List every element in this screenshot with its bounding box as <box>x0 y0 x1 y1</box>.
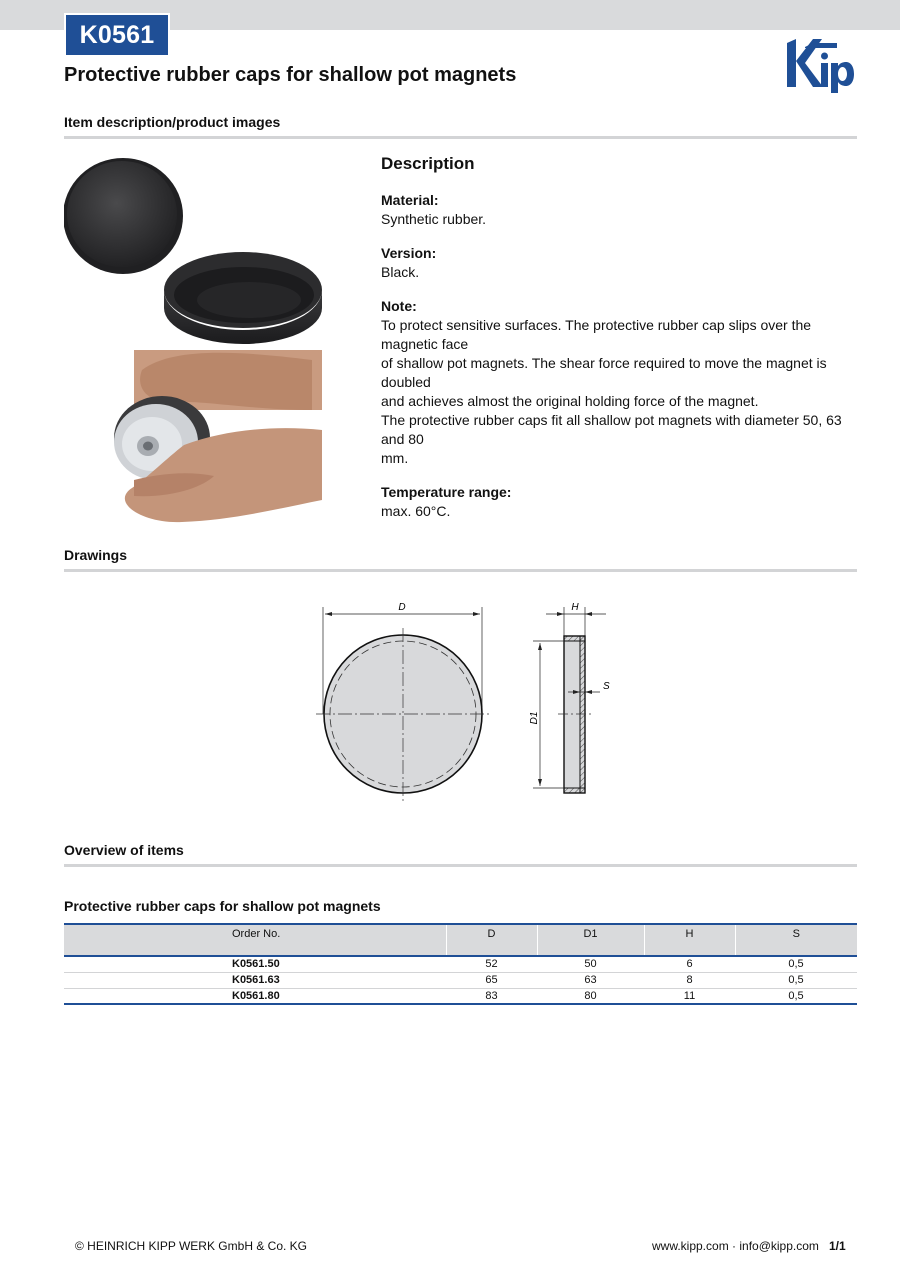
d-cell: 65 <box>446 972 537 988</box>
table-title: Protective rubber caps for shallow pot magnets <box>64 898 381 914</box>
front-view <box>316 602 490 802</box>
d1-cell: 80 <box>537 988 644 1004</box>
order-no-cell: K0561.80 <box>64 988 446 1004</box>
label-h: H <box>571 602 579 613</box>
table-header-row <box>64 924 857 956</box>
description-heading: Description <box>381 154 475 173</box>
table-row <box>64 956 857 972</box>
header-d1: D1 <box>537 924 644 956</box>
note-line: and achieves almost the original holding force of the magnet. <box>381 393 759 409</box>
order-no-cell: K0561.63 <box>64 972 446 988</box>
temperature-label: Temperature range: <box>381 484 512 500</box>
table-row <box>64 988 857 1004</box>
material-value: Synthetic rubber. <box>381 211 487 227</box>
product-code-badge <box>64 13 170 57</box>
d1-cell: 63 <box>537 972 644 988</box>
footer-contact: www.kipp.com · info@kipp.com <box>652 1239 819 1253</box>
d-cell: 83 <box>446 988 537 1004</box>
section-overview: Overview of items <box>64 842 857 867</box>
label-d: D <box>398 602 406 613</box>
h-cell: 8 <box>644 972 735 988</box>
material-label: Material: <box>381 192 439 208</box>
d1-cell: 50 <box>537 956 644 972</box>
d-cell: 52 <box>446 956 537 972</box>
rubber-caps-photo <box>64 150 322 346</box>
s-cell: 0,5 <box>735 956 857 972</box>
material-block <box>381 191 861 229</box>
temperature-block <box>381 483 861 521</box>
footer-page-number: 1/1 <box>829 1239 846 1253</box>
label-d1: D1 <box>529 711 540 725</box>
note-line: The protective rubber caps fit all shallow pot magnets with diameter 50, 63 and 80 <box>381 412 842 447</box>
section-item-description: Item description/product images <box>64 114 857 139</box>
kipp-logo <box>783 37 859 93</box>
note-label: Note: <box>381 298 417 314</box>
h-cell: 11 <box>644 988 735 1004</box>
note-line: mm. <box>381 450 409 466</box>
version-value: Black. <box>381 264 420 280</box>
page-title: Protective rubber caps for shallow pot magnets <box>64 64 517 86</box>
footer-copyright: © HEINRICH KIPP WERK GmbH & Co. KG <box>75 1239 307 1253</box>
s-cell: 0,5 <box>735 988 857 1004</box>
label-s: S <box>603 681 610 692</box>
note-line: To protect sensitive surfaces. The protective rubber cap slips over the magnetic face <box>381 317 812 352</box>
note-line: of shallow pot magnets. The shear force required to move the magnet is doubled <box>381 355 827 390</box>
description-panel <box>381 154 861 536</box>
header-h: H <box>644 924 735 956</box>
s-cell: 0,5 <box>735 972 857 988</box>
header-s: S <box>735 924 857 956</box>
table-row <box>64 972 857 988</box>
product-images <box>64 150 322 524</box>
section-drawings: Drawings <box>64 547 857 572</box>
header-d: D <box>446 924 537 956</box>
h-cell: 6 <box>644 956 735 972</box>
technical-drawing <box>300 592 620 812</box>
items-table <box>64 923 857 1005</box>
order-no-cell: K0561.50 <box>64 956 446 972</box>
note-block <box>381 297 861 468</box>
cap-fitted-on-magnet-photo <box>64 350 322 524</box>
version-label: Version: <box>381 245 437 261</box>
product-code: K0561 <box>66 15 168 55</box>
header-order-no: Order No. <box>64 924 446 956</box>
version-block <box>381 244 861 282</box>
temperature-value: max. 60°C. <box>381 503 451 519</box>
side-view <box>529 602 610 793</box>
